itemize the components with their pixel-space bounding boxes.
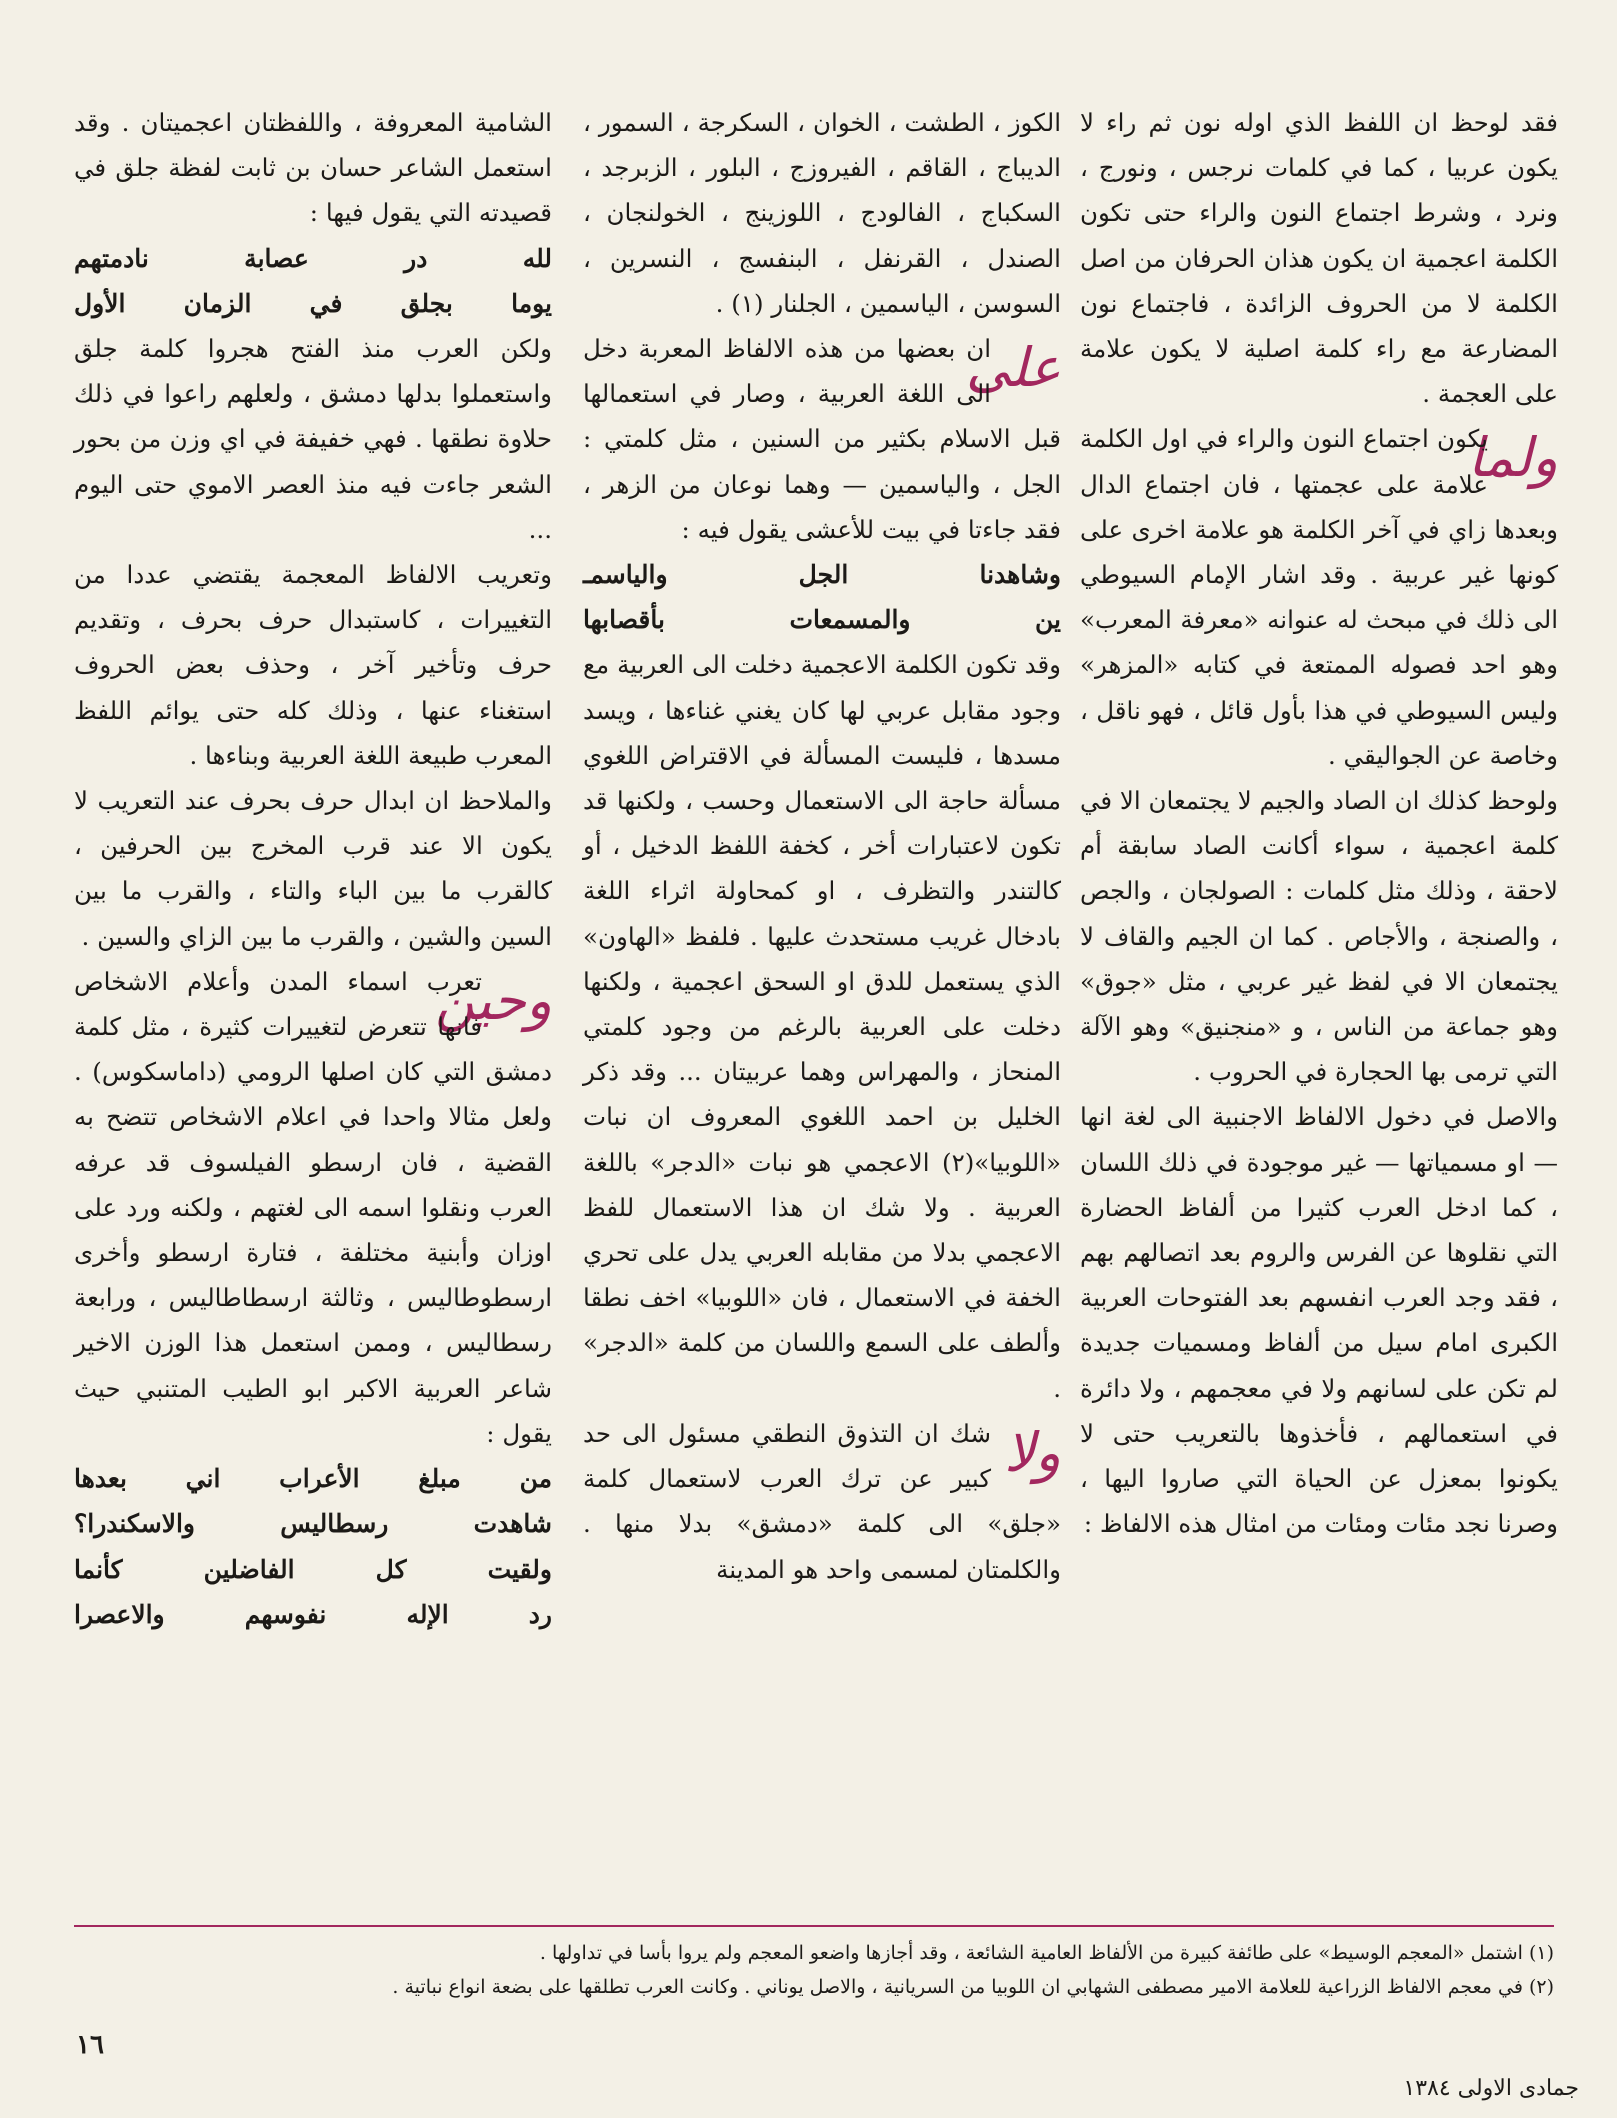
page-number: ١٦ — [76, 2030, 104, 2060]
poem-verse: ولقيت كل الفاضلين كأنما — [74, 1554, 552, 1584]
paragraph — [583, 1411, 1061, 1592]
poem-verse: من مبلغ الأعراب اني بعدها — [74, 1464, 552, 1494]
poem-verse: شاهدت رسطاليس والاسكندرا؟ — [74, 1509, 552, 1539]
ornamental-initial: على — [965, 336, 1061, 400]
ornamental-initial: ولا — [1004, 1420, 1061, 1484]
article-column-left — [74, 100, 552, 1637]
paragraph-text: شك ان التذوق النطقي مسئول الى حد كبير عن ترك العرب لاستعمال كلمة «جلق» الى كلمة «دمشق» بدلا منها . والكلمتان لمسمى واحد هو المدينة — [583, 1418, 1061, 1584]
paragraph-text: يكون اجتماع النون والراء في اول الكلمة علامة على عجمتها ، فان اجتماع الدال وبعدها زاي في آخر الكلمة هو علامة اخرى على كونها غير عربية . وقد اشار الإمام السيوطي الى ذلك في مبحث له عنوانه «معرفة المعرب» وهو احد فصوله الممتعة في كتابه «المزهر» وليس السيوطي في هذا بأول قائل ، فهو ناقل ، وخاصة عن الجواليقي . — [1080, 424, 1558, 770]
poem-verse: وشاهدنا الجل والياسمـ — [583, 560, 1061, 590]
paragraph: الكوز ، الطشت ، الخوان ، السكرجة ، السمور ، الديباج ، القاقم ، الفيروزج ، البلور ، الزبرجد ، السكباج ، الفالودج ، اللوزينج ، الخولنجان ، الصندل ، القرنفل ، البنفسج ، النسرين ، السوسن ، الياسمين ، الجلنار (١) . — [583, 108, 1061, 318]
paragraph: وقد تكون الكلمة الاعجمية دخلت الى العربية مع وجود مقابل عربي لها كان يغني غناءها ، ويسد مسدها ، فليست المسألة في الاقتراض اللغوي مسألة حاجة الى الاستعمال وحسب ، ولكنها قد تكون لاعتبارات أخر ، كخفة اللفظ الدخيل ، أو كالتندر والتظرف ، او كمحاولة اثراء اللغة بادخال غريب مستحدث عليها . فلفظ «الهاون» الذي يستعمل للدق او السحق اعجمية ، ولكنها دخلت على العربية بالرغم من وجود كلمتي المنحاز ، والمهراس وهما عربيتان ... وقد ذكر الخليل بن احمد اللغوي المعروف ان نبات «اللوبيا»(٢) الاعجمي هو نبات «الدجر» باللغة العربية . ولا شك ان هذا الاستعمال للفظ الاعجمي بدلا من مقابله العربي يدل على تحري الخفة في الاستعمال ، فان «اللوبيا» اخف نطقا وألطف على السمع واللسان من كلمة «الدجر» . — [583, 650, 1061, 1403]
ornamental-initial: ولما — [1467, 426, 1558, 490]
paragraph-text: تعرب اسماء المدن وأعلام الاشخاص فانها تتعرض لتغييرات كثيرة ، مثل كلمة دمشق التي كان اصلها الرومي (داماسكوس) . ولعل مثالا واحدا في اعلام الاشخاص تتضح به القضية ، فان ارسطو الفيلسوف قد عرفه العرب ونقلوا اسمه الى لغتهم ، ولكنه ورد على اوزان وأبنية مختلفة ، فتارة ارسطو وأخرى ارسطوطاليس ، وثالثة ارسطاطاليس ، ورابعة رسطاليس ، وممن استعمل هذا الوزن الاخير شاعر العربية الاكبر ابو الطيب المتنبي حيث يقول : — [74, 966, 552, 1448]
poem-verse: ين والمسمعات بأقصابها — [583, 605, 1061, 635]
paragraph: وتعريب الالفاظ المعجمة يقتضي عددا من التغييرات ، كاستبدال حرف بحرف ، وتقديم حرف وتأخير آخر ، وحذف بعض الحروف استغناء عنها ، وذلك كله حتى يوائم اللفظ المعرب طبيعة اللغة العربية وبناءها . — [74, 560, 552, 770]
paragraph: ولكن العرب منذ الفتح هجروا كلمة جلق واستعملوا بدلها دمشق ، ولعلهم راعوا في ذلك حلاوة نطقها . فهي خفيفة في اي وزن من بحور الشعر جاءت فيه منذ العصر الاموي حتى اليوم ... — [74, 334, 552, 544]
poem-verse: رد الإله نفوسهم والاعصرا — [74, 1599, 552, 1629]
paragraph-text: ان بعضها من هذه الالفاظ المعربة دخل الى اللغة العربية ، وصار في استعمالها قبل الاسلام بكثير من السنين ، مثل كلمتي : الجل ، والياسمين — وهما نوعان من الزهر ، فقد جاءتا في بيت للأعشى يقول فيه : — [583, 334, 1061, 544]
poem-verse: يوما بجلق في الزمان الأول — [74, 288, 552, 318]
article-column-right — [1080, 100, 1558, 1547]
paragraph: الشامية المعروفة ، واللفظتان اعجميتان . وقد استعمل الشاعر حسان بن ثابت لفظة جلق في قصيدته التي يقول فيها : — [74, 108, 552, 228]
article-column-middle — [583, 100, 1061, 1592]
footnote-divider — [74, 1925, 1554, 1927]
paragraph: والملاحظ ان ابدال حرف بحرف عند التعريب لا يكون الا عند قرب المخرج بين الحرفين ، كالقرب ما بين الباء والتاء ، والقرب ما بين السين والشين ، والقرب ما بين الزاي والسين . — [74, 786, 552, 951]
issue-date: جمادى الاولى ١٣٨٤ — [1403, 2076, 1579, 2101]
paragraph: والاصل في دخول الالفاظ الاجنبية الى لغة انها — او مسمياتها — غير موجودة في ذلك اللسان ، كما ادخل العرب كثيرا من ألفاظ الحضارة التي نقلوها عن الفرس والروم بعد اتصالهم بهم ، فقد وجد العرب انفسهم بعد الفتوحات العربية الكبرى امام سيل من ألفاظ ومسميات جديدة لم تكن على لسانهم ولا في معجمهم ، ولا دائرة في استعمالهم ، فأخذوها بالتعريب حتى لا يكونوا بمعزل عن الحياة التي صاروا اليها ، وصرنا نجد مئات ومئات من امثال هذه الالفاظ : — [1080, 1102, 1558, 1539]
paragraph: ولوحظ كذلك ان الصاد والجيم لا يجتمعان الا في كلمة اعجمية ، سواء أكانت الصاد سابقة أم لاحقة ، وذلك مثل كلمات : الصولجان ، والجص ، والصنجة ، والأجاص . كما ان الجيم والقاف لا يجتمعان الا في لفظ غير عربي ، مثل «جوق» وهو جماعة من الناس ، و «منجنيق» وهو الآلة التي ترمى بها الحجارة في الحروب . — [1080, 786, 1558, 1087]
footnote: (٢) في معجم الالفاظ الزراعية للعلامة الامير مصطفى الشهابي ان اللوبيا من السريانية ، والاصل يوناني . وكانت العرب تطلقها على بضعة انواع نباتية . — [392, 1976, 1554, 1998]
poem-verse: لله در عصابة نادمتهم — [74, 243, 552, 273]
paragraph — [583, 326, 1061, 552]
ornamental-initial: وحين — [435, 968, 552, 1032]
paragraph: فقد لوحظ ان اللفظ الذي اوله نون ثم راء لا يكون عربيا ، كما في كلمات نرجس ، ونورج ، ونرد ، وشرط اجتماع النون والراء حتى تكون الكلمة اعجمية ان يكون هذان الحرفان من اصل الكلمة لا من الحروف الزائدة ، فاجتماع نون المضارعة مع راء كلمة اصلية لا يكون علامة على العجمة . — [1080, 108, 1558, 409]
footnote: (١) اشتمل «المعجم الوسيط» على طائفة كبيرة من الألفاظ العامية الشائعة ، وقد أجازها واضعو المعجم ولم يروا بأسا في تداولها . — [539, 1942, 1554, 1964]
paragraph — [74, 959, 552, 1456]
footnotes — [74, 1936, 1554, 2004]
paragraph — [1080, 416, 1558, 778]
